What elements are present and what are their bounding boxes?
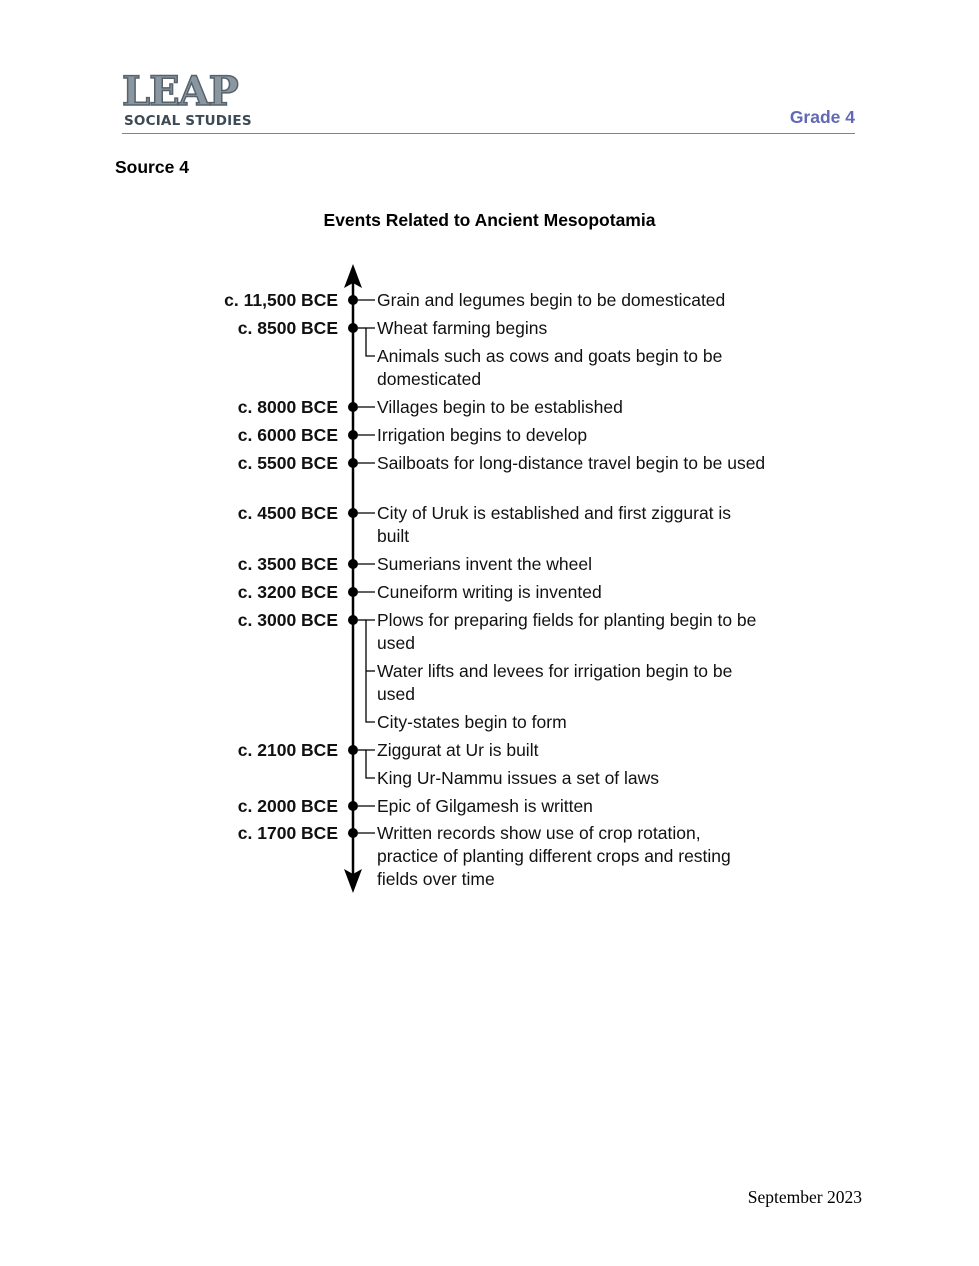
logo-subtitle: SOCIAL STUDIES	[124, 113, 252, 129]
page-header	[122, 68, 855, 134]
footer-date: September 2023	[747, 1187, 862, 1207]
date-label: c. 2000 BCE	[237, 796, 338, 816]
date-label: c. 4500 BCE	[237, 503, 338, 523]
event-text: Cuneiform writing is invented	[377, 582, 602, 602]
event-text: City of Uruk is established and first ziggurat is built	[377, 503, 732, 546]
date-label: c. 8500 BCE	[237, 318, 338, 338]
event-text: Plows for preparing fields for planting begin to be used	[377, 610, 757, 653]
date-dot	[348, 745, 358, 755]
date-dot	[348, 323, 358, 333]
date-dot	[348, 587, 358, 597]
event-text: King Ur-Nammu issues a set of laws	[377, 768, 660, 788]
event-text: Wheat farming begins	[377, 318, 548, 338]
date-dot	[348, 402, 358, 412]
event-text: City-states begin to form	[377, 712, 567, 732]
date-dot	[348, 828, 358, 838]
event-text: Animals such as cows and goats begin to be domesticated	[377, 346, 723, 389]
event-text: Ziggurat at Ur is built	[377, 740, 539, 760]
date-dot	[348, 801, 358, 811]
date-label: c. 3200 BCE	[237, 582, 338, 602]
date-label: c. 8000 BCE	[237, 397, 338, 417]
event-text: Written records show use of crop rotation, practice of planting different crops and resting fields over time	[377, 823, 731, 889]
event-text: Grain and legumes begin to be domesticated	[377, 290, 726, 310]
date-dot	[348, 559, 358, 569]
event-text: Irrigation begins to develop	[377, 425, 588, 445]
date-dot	[348, 295, 358, 305]
source-label: Source 4	[115, 157, 189, 177]
date-label: c. 1700 BCE	[237, 823, 338, 843]
grade-label: Grade 4	[789, 107, 855, 127]
timeline-title: Events Related to Ancient Mesopotamia	[323, 210, 656, 230]
date-label: c. 3500 BCE	[237, 554, 338, 574]
leap-logo	[122, 68, 262, 130]
event-text: Sumerians invent the wheel	[377, 554, 592, 574]
event-text: Sailboats for long-distance travel begin to be used	[377, 453, 766, 473]
date-dot	[348, 430, 358, 440]
date-dot	[348, 615, 358, 625]
date-label: c. 5500 BCE	[237, 453, 338, 473]
date-dot	[348, 458, 358, 468]
date-label: c. 6000 BCE	[237, 425, 338, 445]
event-text: Water lifts and levees for irrigation begin to be used	[377, 661, 733, 704]
header-rule	[122, 133, 855, 134]
date-label: c. 3000 BCE	[237, 610, 338, 630]
event-text: Epic of Gilgamesh is written	[377, 796, 593, 816]
timeline	[200, 262, 800, 902]
date-label: c. 2100 BCE	[237, 740, 338, 760]
event-connectors	[358, 300, 375, 833]
date-label: c. 11,500 BCE	[224, 290, 338, 310]
logo-word: LEAP	[122, 68, 238, 115]
date-dot	[348, 508, 358, 518]
event-text: Villages begin to be established	[377, 397, 623, 417]
